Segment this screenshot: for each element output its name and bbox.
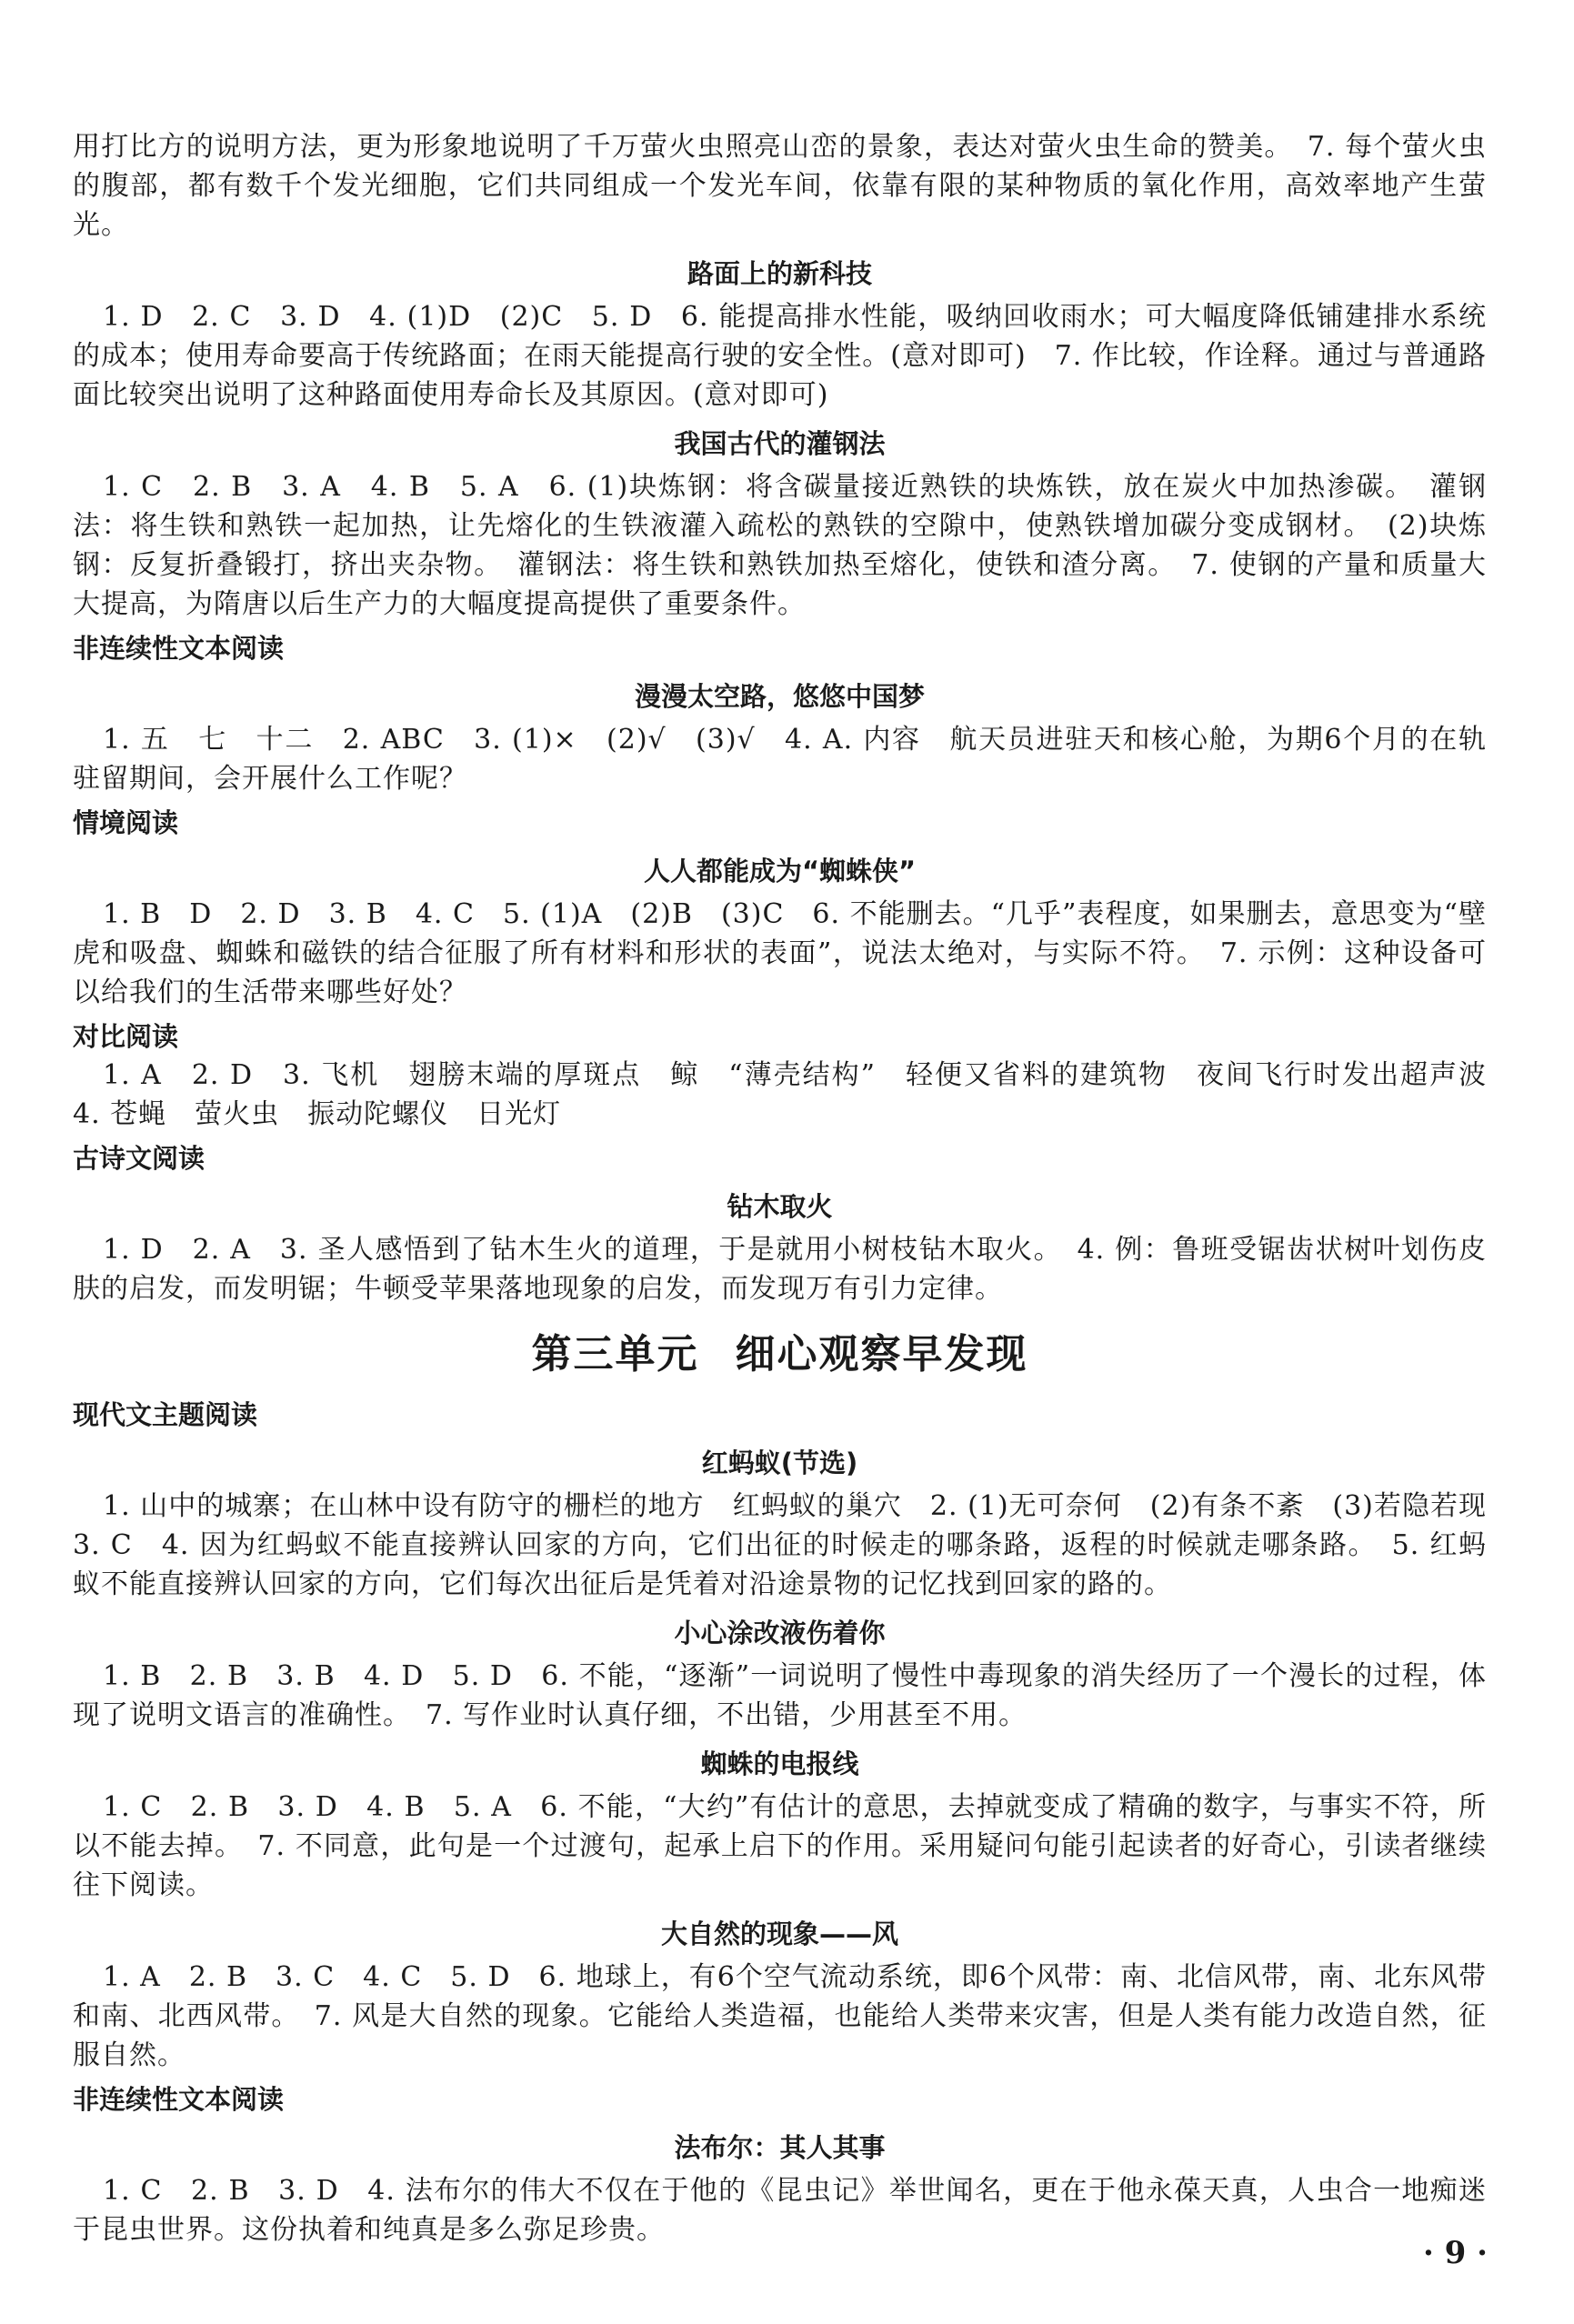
answer-paragraph: 1. B D 2. D 3. B 4. C 5. (1)A (2)B (3)C 6. 不能删去。“几乎”表程度，如果删去，意思变为“壁虎和吸盘、蜘蛛和磁铁的结合征服了所有材料和形状的表面”，说法太绝对，与实际不符。 7. 示例：这种设备可以给我们的生活带来哪些好处？ xyxy=(73,898,1487,1008)
answer-paragraph: 1. B 2. B 3. B 4. D 5. D 6. 不能，“逐渐”一词说明了慢性中毒现象的消失经历了一个漫长的过程，体现了说明文语言的准确性。 7. 写作业时认真仔细，不出错，少用甚至不用。 xyxy=(73,1660,1487,1731)
section-heading: 现代文主题阅读 xyxy=(73,1399,258,1430)
answer-paragraph: 1. 五 七 十二 2. ABC 3. (1)× (2)√ (3)√ 4. A. 内容 航天员进驻天和核心舱，为期6个月的在轨驻留期间，会开展什么工作呢？ xyxy=(73,724,1487,795)
article-title: 小心涂改液伤着你 xyxy=(674,1618,886,1648)
section-heading: 情境阅读 xyxy=(73,807,179,838)
answer-paragraph: 1. C 2. B 3. D 4. B 5. A 6. 不能，“大约”有估计的意思，去掉就变成了精确的数字，与事实不符，所以不能去掉。 7. 不同意，此句是一个过渡句，起承上启下的作用。采用疑问句能引起读者的好奇心，引读者继续往下阅读。 xyxy=(73,1791,1487,1901)
answer-paragraph: 1. D 2. C 3. D 4. (1)D (2)C 5. D 6. 能提高排水性能，吸纳回收雨水；可大幅度降低铺建排水系统的成本；使用寿命要高于传统路面；在雨天能提高行驶的安全性。(意对即可) 7. 作比较，作诠释。通过与普通路面比较突出说明了这种路面使用寿命长及其原因。(意对即可) xyxy=(73,301,1487,411)
article-title: 漫漫太空路，悠悠中国梦 xyxy=(634,681,925,712)
answer-paragraph: 1. A 2. D 3. 飞机 翅膀末端的厚斑点 鲸 “薄壳结构” 轻便又省料的建筑物 夜间飞行时发出超声波 4. 苍蝇 萤火虫 振动陀螺仪 日光灯 xyxy=(73,1059,1515,1130)
answer-paragraph: 1. A 2. B 3. C 4. C 5. D 6. 地球上，有6个空气流动系统，即6个风带：南、北信风带，南、北东风带和南、北西风带。 7. 风是大自然的现象。它能给人类造福，也能给人类带来灾害，但是人类有能力改造自然，征服自然。 xyxy=(73,1961,1487,2071)
unit-number: 第三单元 xyxy=(531,1331,699,1377)
answer-paragraph: 1. 山中的城寨；在山林中设有防守的栅栏的地方 红蚂蚁的巢穴 2. (1)无可奈何 (2)有条不紊 (3)若隐若现 3. C 4. 因为红蚂蚁不能直接辨认回家的方向，它们出征的时候走的哪条路，返程的时候就走哪条路。 5. 红蚂蚁不能直接辨认回家的方向，它们每次出征后是凭着对沿途景物的记忆找到回家的路的。 xyxy=(73,1490,1515,1600)
article-title: 人人都能成为“蜘蛛侠” xyxy=(643,856,917,887)
section-heading: 对比阅读 xyxy=(73,1021,179,1052)
article-title: 大自然的现象——风 xyxy=(660,1918,898,1949)
answer-page xyxy=(73,127,1515,2249)
page-number: · 9 · xyxy=(1422,2235,1488,2271)
section-heading: 古诗文阅读 xyxy=(73,1143,206,1174)
answer-paragraph: 用打比方的说明方法，更为形象地说明了千万萤火虫照亮山峦的景象，表达对萤火虫生命的赞美。 7. 每个萤火虫的腹部，都有数千个发光细胞，它们共同组成一个发光车间，依靠有限的某种物质的氧化作用，高效率地产生萤光。 xyxy=(73,131,1487,241)
answer-paragraph: 1. D 2. A 3. 圣人感悟到了钻木生火的道理，于是就用小树枝钻木取火。 4. 例：鲁班受锯齿状树叶划伤皮肤的启发，而发明锯；牛顿受苹果落地现象的启发，而发现万有引力定律。 xyxy=(73,1234,1487,1305)
answer-paragraph: 1. C 2. B 3. D 4. 法布尔的伟大不仅在于他的《昆虫记》举世闻名，更在于他永葆天真，人虫合一地痴迷于昆虫世界。这份执着和纯真是多么弥足珍贵。 xyxy=(73,2175,1487,2246)
article-title: 钻木取火 xyxy=(727,1191,833,1222)
answer-paragraph: 1. C 2. B 3. A 4. B 5. A 6. (1)块炼钢：将含碳量接近熟铁的块炼铁，放在炭火中加热渗碳。 灌钢法：将生铁和熟铁一起加热，让先熔化的生铁液灌入疏松的熟铁的空隙中，使熟铁增加碳分变成钢材。 (2)块炼钢：反复折叠锻打，挤出夹杂物。 灌钢法：将生铁和熟铁加热至熔化，使铁和渣分离。 7. 使钢的产量和质量大大提高，为隋唐以后生产力的大幅度提高提供了重要条件。 xyxy=(73,471,1487,620)
article-title: 我国古代的灌钢法 xyxy=(674,428,886,459)
section-heading: 非连续性文本阅读 xyxy=(73,2084,285,2115)
article-title: 红蚂蚁(节选) xyxy=(701,1447,858,1478)
unit-title: 细心观察早发现 xyxy=(735,1331,1028,1377)
article-title: 路面上的新科技 xyxy=(687,258,872,289)
article-title: 法布尔：其人其事 xyxy=(674,2132,886,2163)
article-title: 蜘蛛的电报线 xyxy=(700,1748,859,1779)
section-heading: 非连续性文本阅读 xyxy=(73,633,285,664)
unit-heading xyxy=(73,1328,1487,1381)
